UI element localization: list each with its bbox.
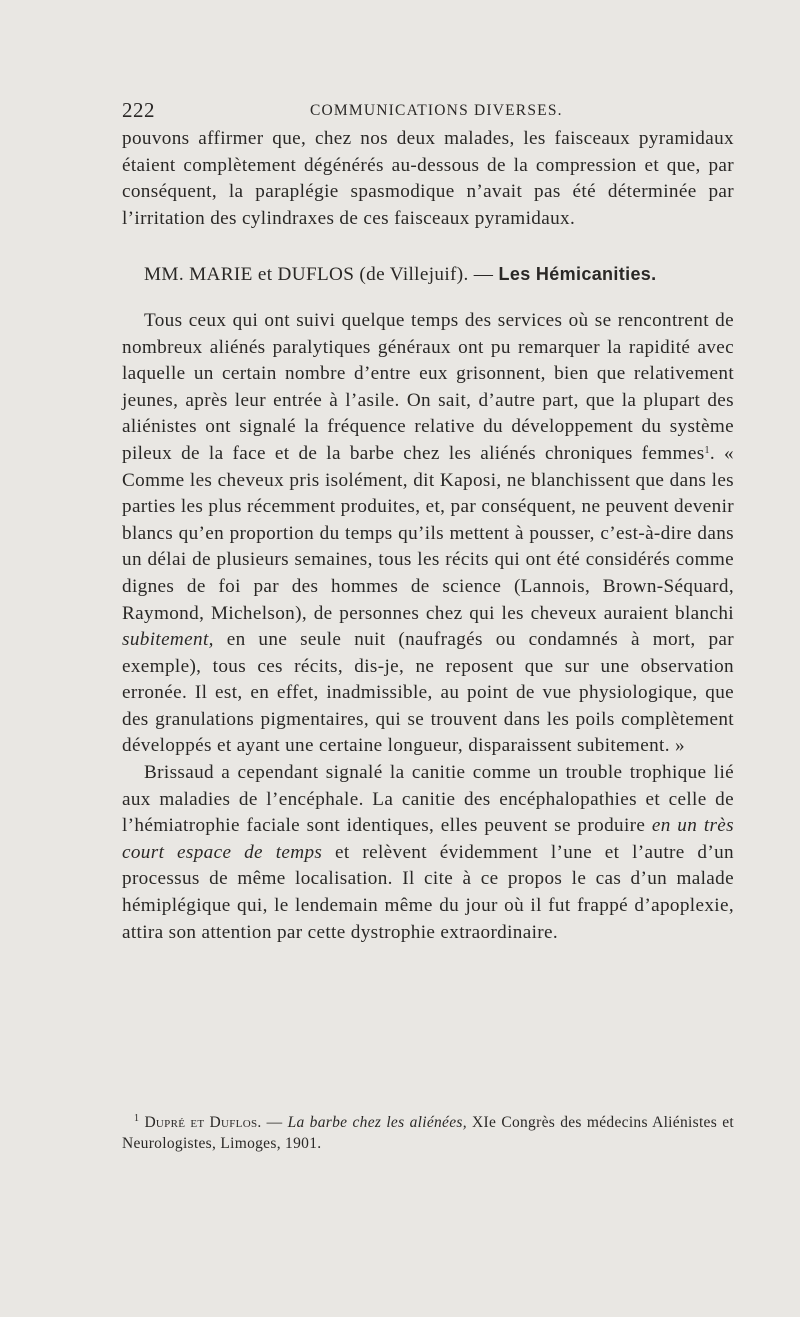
- footnote-title: La barbe chez les aliénées,: [287, 1114, 467, 1131]
- paragraph-2: [122, 308, 734, 760]
- section-heading: [122, 261, 734, 289]
- paragraph-2-part-c: en une seule nuit (naufragés ou condamnés à mort, par exemple), tous ces récits, dis-je, ne reposent que sur une observation erronée. Il est, en effet, inadmissible, au point de vue physiologique, que des granulations pigmentaires, qui se trouvent dans les poils complètement développés et ayant une certaine longueur, disparaissent subitement. »: [122, 629, 734, 757]
- footnote-dash: —: [261, 1114, 288, 1131]
- paragraph-2-part-a: Tous ceux qui ont suivi quelque temps des services où se rencontrent de nombreux aliénés paralytiques généraux ont pu remarquer la rapidité avec laquelle un certain nombre d’entre eux grisonnent, bien que relativement jeunes, après leur entrée à l’asile. On sait, d’autre part, que la plupart des aliénistes ont signalé la fréquence relative du développement du système pileux de la face et de la barbe chez les aliénés chroniques femmes: [122, 309, 734, 464]
- paragraph-3-part-b: et relèvent évidemment l’une et l’autre d’un processus de même localisation. Il cite à ce propos le cas d’un malade hémiplégique qui, le lendemain même du jour où il fut frappé d’apoplexie, attira son attention par cette dystrophie extraordinaire.: [122, 841, 734, 943]
- page-number: 222: [122, 98, 155, 122]
- footnote-authors: Dupré et Duflos.: [144, 1114, 262, 1131]
- footnote-marker: 1: [134, 1113, 140, 1124]
- footnote-text: [122, 1112, 734, 1154]
- emphasis-court-espace: en un très court espace de temps: [122, 815, 734, 863]
- footnote-reference: 1: [704, 444, 710, 456]
- section-title: Les Hémicanities.: [498, 264, 657, 285]
- page-header: [122, 98, 732, 124]
- footnote-rest: XIe Congrès des médecins Aliénistes et Neurologistes, Limoges, 1901.: [122, 1114, 734, 1152]
- paragraph-continued: pouvons affirmer que, chez nos deux malades, les faisceaux pyramidaux étaient complètement dégénérés au-dessous de la compression et que, par conséquent, la paraplégie spasmodique n’avait pas été déterminée par l’irritation des cylindraxes de ces faisceaux pyramidaux.: [122, 128, 734, 229]
- paragraph-3-part-a: Brissaud a cependant signalé la canitie comme un trouble trophique lié aux maladies de l’encéphale. La canitie des encéphalopathies et celle de l’hémiatrophie faciale sont identiques, elles peuvent se produire: [122, 762, 734, 837]
- paragraph-2-part-b: . « Comme les cheveux pris isolément, dit Kaposi, ne blanchissent que dans les parties les plus récemment produites, et, par conséquent, ne peuvent devenir blancs qu’en proportion du temps qu’ils mettent à pousser, c’est-à-dire dans un délai de plusieurs semaines, tous les récits qui ont été considérés comme dignes de foi par des hommes de science (Lannois, Brown-Séquard, Raymond, Michelson), de personnes chez qui les cheveux auraient blanchi: [122, 442, 734, 624]
- body-text: [122, 126, 734, 946]
- running-title: COMMUNICATIONS DIVERSES.: [310, 102, 563, 119]
- emphasis-subitement: subitement,: [122, 629, 214, 651]
- footnote: [122, 1112, 734, 1154]
- section-authors: MM. MARIE et DUFLOS (de Villejuif). —: [144, 264, 499, 286]
- paragraph-3: [122, 760, 734, 946]
